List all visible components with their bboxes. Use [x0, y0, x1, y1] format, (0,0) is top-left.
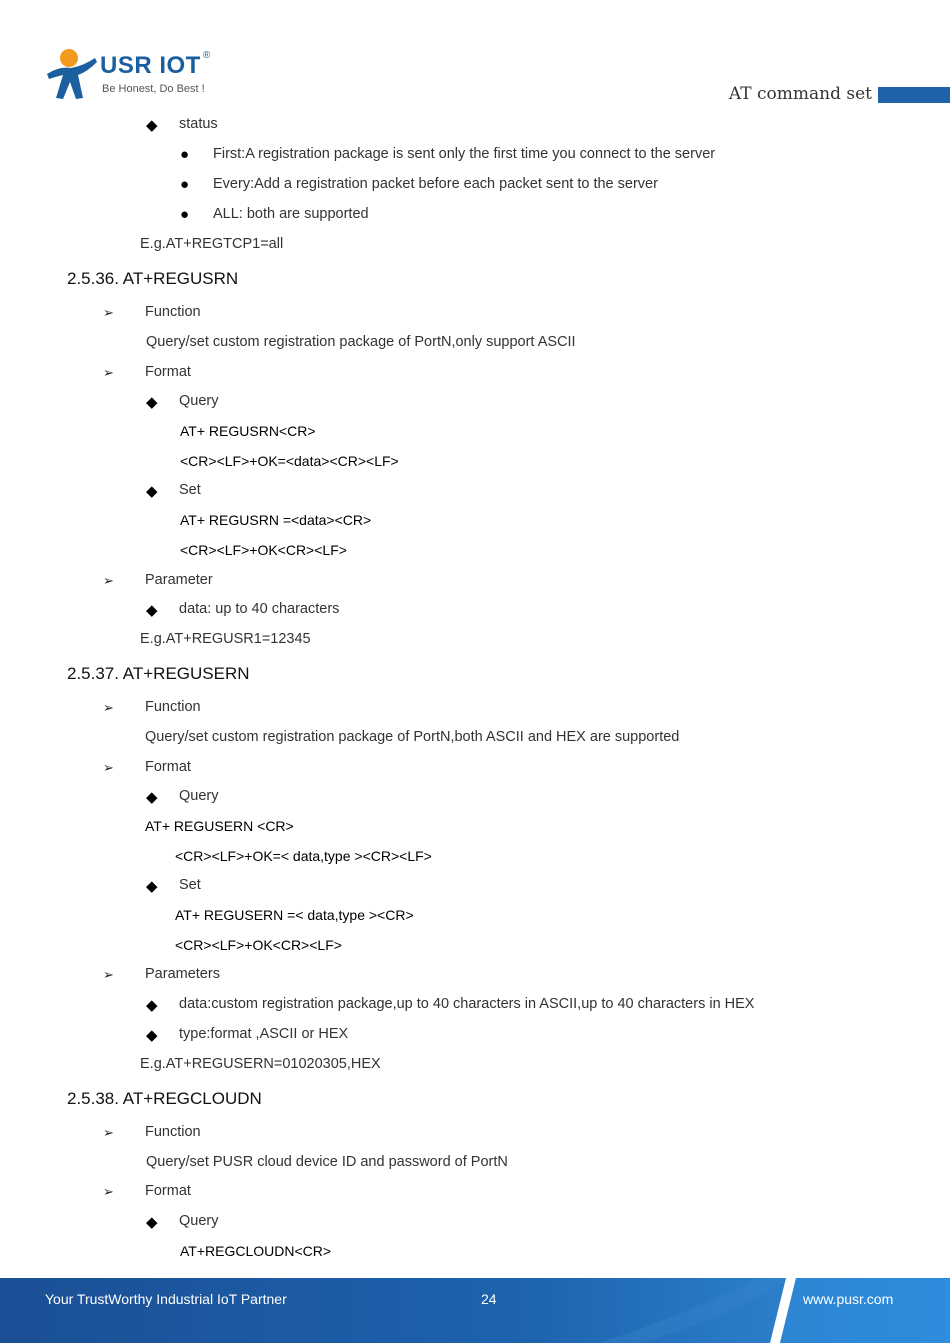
- query-label: Query: [179, 393, 219, 409]
- header-accent-bar: [878, 87, 950, 103]
- document-title: AT command set: [728, 84, 872, 104]
- format-label: Format: [145, 364, 191, 380]
- arrow-bullet-icon: ➢: [103, 700, 114, 715]
- example-regusr: E.g.AT+REGUSR1=12345: [140, 631, 311, 647]
- status-label: status: [179, 116, 218, 132]
- arrow-bullet-icon: ➢: [103, 1184, 114, 1199]
- footer-band: [0, 1278, 950, 1343]
- query-command: AT+ REGUSERN <CR>: [145, 818, 294, 834]
- query-command: AT+REGCLOUDN<CR>: [180, 1243, 332, 1259]
- arrow-bullet-icon: ➢: [103, 760, 114, 775]
- arrow-bullet-icon: ➢: [103, 365, 114, 380]
- query-label: Query: [179, 1213, 219, 1229]
- set-label: Set: [179, 482, 201, 498]
- dot-bullet-icon: ●: [180, 206, 190, 223]
- parameter-data: data:custom registration package,up to 40 characters in ASCII,up to 40 characters in HEX: [179, 996, 755, 1012]
- footer-website-link[interactable]: www.pusr.com: [803, 1291, 894, 1307]
- function-label: Function: [145, 304, 201, 320]
- format-label: Format: [145, 1183, 191, 1199]
- query-response: <CR><LF>+OK=<data><CR><LF>: [180, 453, 399, 469]
- diamond-bullet-icon: ◆: [146, 1027, 158, 1044]
- status-all: ALL: both are supported: [213, 206, 369, 222]
- arrow-bullet-icon: ➢: [103, 305, 114, 320]
- section-heading-regusern: 2.5.37. AT+REGUSERN: [67, 664, 250, 683]
- status-first: First:A registration package is sent only the first time you connect to the server: [213, 146, 716, 162]
- diamond-bullet-icon: ◆: [146, 483, 158, 500]
- brand-slogan: Be Honest, Do Best !: [102, 83, 205, 95]
- function-label: Function: [145, 1124, 201, 1140]
- parameter-type: type:format ,ASCII or HEX: [179, 1026, 349, 1042]
- diamond-bullet-icon: ◆: [146, 997, 158, 1014]
- example-regusern: E.g.AT+REGUSERN=01020305,HEX: [140, 1056, 381, 1072]
- diamond-bullet-icon: ◆: [146, 602, 158, 619]
- format-label: Format: [145, 759, 191, 775]
- dot-bullet-icon: ●: [180, 146, 190, 163]
- function-description: Query/set PUSR cloud device ID and password of PortN: [146, 1154, 508, 1170]
- section-heading-regcloudn: 2.5.38. AT+REGCLOUDN: [67, 1089, 262, 1108]
- function-label: Function: [145, 699, 201, 715]
- diamond-bullet-icon: ◆: [146, 1214, 158, 1231]
- function-description: Query/set custom registration package of PortN,only support ASCII: [146, 334, 576, 350]
- parameter-label: Parameter: [145, 572, 213, 588]
- set-response: <CR><LF>+OK<CR><LF>: [180, 542, 347, 558]
- section-heading-regusrn: 2.5.36. AT+REGUSRN: [67, 269, 239, 288]
- page-number: 24: [481, 1291, 497, 1307]
- query-label: Query: [179, 788, 219, 804]
- status-every: Every:Add a registration packet before each packet sent to the server: [213, 176, 658, 192]
- arrow-bullet-icon: ➢: [103, 967, 114, 982]
- query-response: <CR><LF>+OK=< data,type ><CR><LF>: [175, 848, 432, 864]
- diamond-bullet-icon: ◆: [146, 394, 158, 411]
- query-command: AT+ REGUSRN<CR>: [180, 423, 316, 439]
- set-command: AT+ REGUSRN =<data><CR>: [180, 512, 372, 528]
- arrow-bullet-icon: ➢: [103, 1125, 114, 1140]
- diamond-bullet-icon: ◆: [146, 117, 158, 134]
- example-regtcp: E.g.AT+REGTCP1=all: [140, 236, 284, 252]
- footer-background: [0, 1278, 950, 1343]
- parameter-data: data: up to 40 characters: [179, 601, 340, 617]
- arrow-bullet-icon: ➢: [103, 573, 114, 588]
- dot-bullet-icon: ●: [180, 176, 190, 193]
- set-response: <CR><LF>+OK<CR><LF>: [175, 937, 342, 953]
- diamond-bullet-icon: ◆: [146, 789, 158, 806]
- parameters-label: Parameters: [145, 966, 220, 982]
- set-label: Set: [179, 877, 201, 893]
- brand-name: USR IOT ®: [100, 50, 211, 79]
- set-command: AT+ REGUSERN =< data,type ><CR>: [175, 907, 414, 923]
- function-description: Query/set custom registration package of PortN,both ASCII and HEX are supported: [145, 729, 680, 745]
- usr-iot-person-icon: [45, 44, 105, 104]
- footer-tagline: Your TrustWorthy Industrial IoT Partner: [45, 1291, 287, 1307]
- registered-mark: ®: [202, 50, 211, 61]
- diamond-bullet-icon: ◆: [146, 878, 158, 895]
